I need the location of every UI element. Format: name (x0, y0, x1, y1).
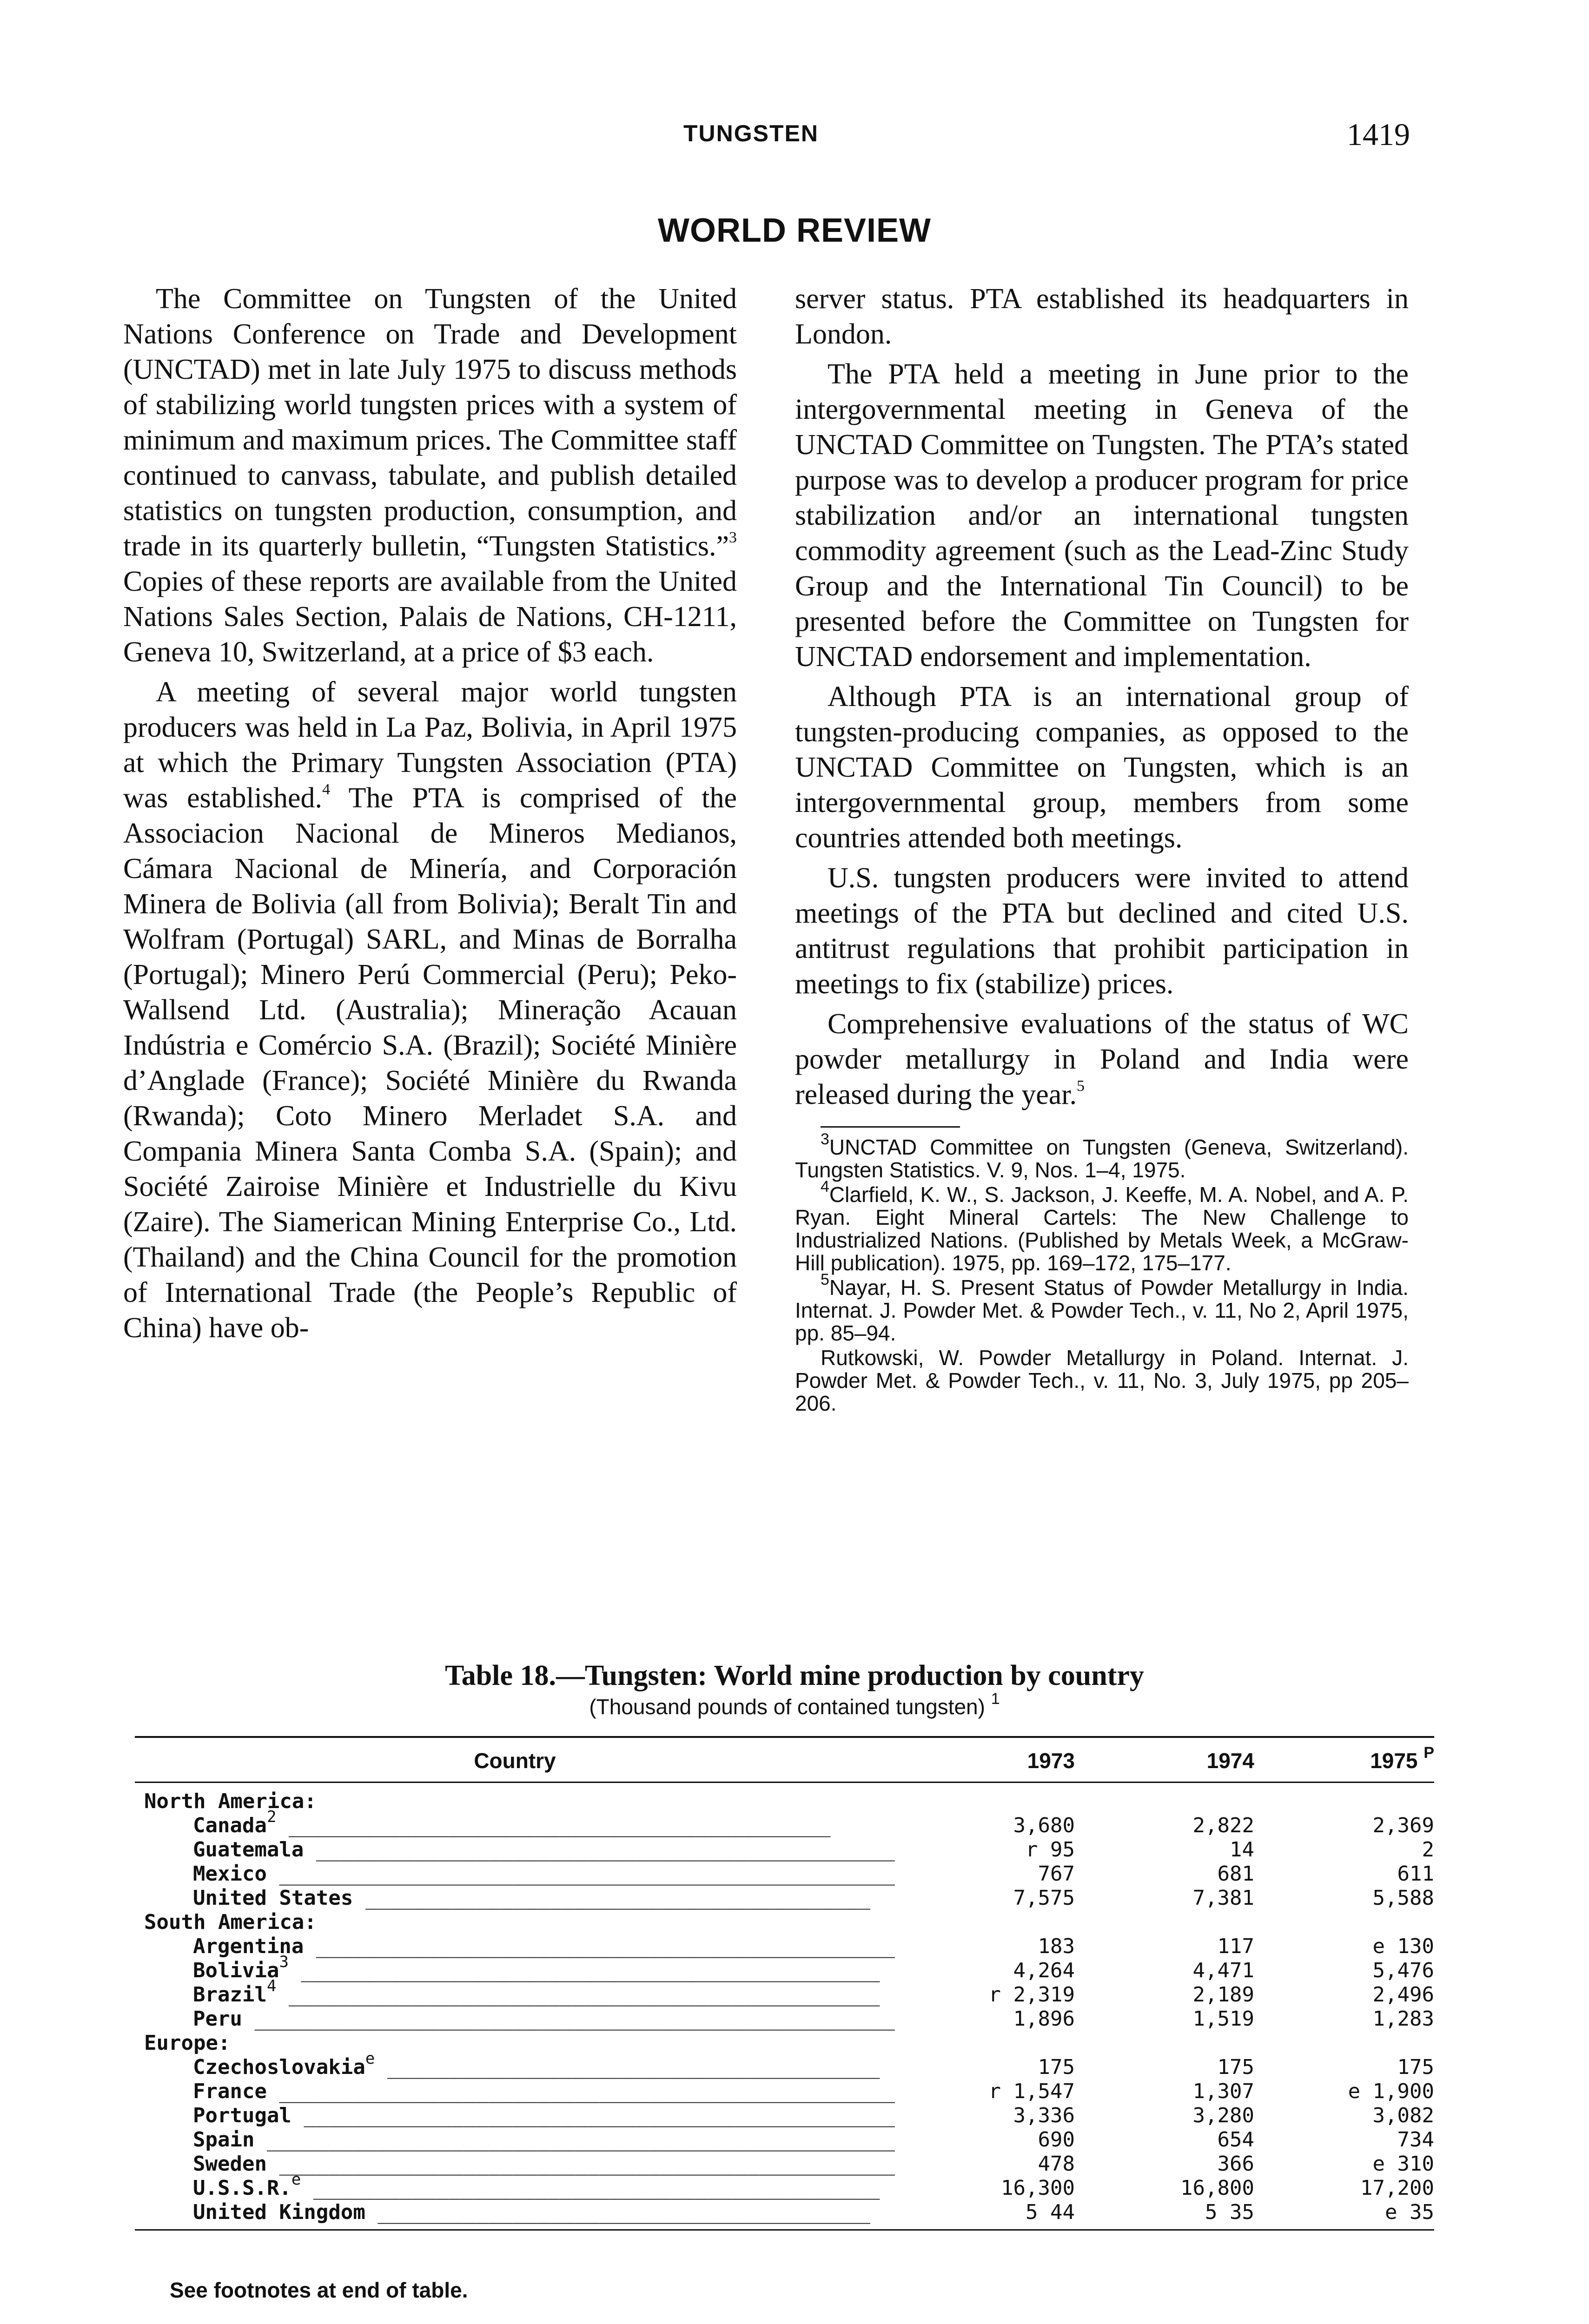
running-head: TUNGSTEN (683, 120, 819, 146)
table-title: Table 18.—Tungsten: World mine production by country (445, 1660, 1144, 1691)
table-row: United States _________________________________________ 7,575 7,381 5,588 (193, 1886, 1434, 1910)
footnotes (795, 1130, 1409, 1415)
table-header-row (135, 1737, 1434, 1783)
table-row: Sweden __________________________________________________ 478 366 e 310 (193, 2152, 1434, 2176)
footnote-ref[interactable]: 4 (322, 781, 331, 799)
right-column (795, 281, 1409, 1417)
table-group-row: South America: (144, 1910, 317, 1934)
footnote: $^3$UNCTAD Committee on Tungsten (Geneva, Switzerland). Tungsten Statistics. V. 9, Nos. 1–4, 1975. (795, 1130, 1409, 1182)
table-row: Canada$^2$ ____________________________________________ 3,680 2,822 2,369 (193, 1808, 1434, 1837)
footnote: Rutkowski, W. Powder Metallurgy in Poland. Internat. J. Powder Met. & Powder Tech., v. 11, No. 3, July 1975, pp 205–206. (795, 1346, 1409, 1415)
paragraph: server status. PTA established its headquarters in London. (795, 283, 1409, 350)
table-group-row: Europe: (144, 2031, 231, 2055)
page-number: 1419 (1347, 117, 1410, 152)
footnote: $^4$Clarfield, K. W., S. Jackson, J. Keeffe, M. A. Nobel, and A. P. Ryan. Eight Mineral Cartels: The New Challenge to Industrialized Nations. (Published by Metals Week, a McGraw-Hill publication). 1975, pp. 169–172, 175–177. (795, 1177, 1409, 1275)
footnote-ref[interactable]: 5 (1076, 1077, 1085, 1095)
paragraph: Comprehensive evaluations of the status of WC powder metallurgy in Poland and India were released during the year.$^5$ (795, 1008, 1409, 1110)
table-row: France __________________________________________________ r 1,547 1,307 e 1,900 (193, 2080, 1434, 2103)
section-title: WORLD REVIEW (658, 212, 931, 249)
table-row: Peru ____________________________________________________ 1,896 1,519 1,283 (193, 2007, 1434, 2031)
footnote: $^5$Nayar, H. S. Present Status of Powder Metallurgy in India. Internat. J. Powder Met. & Powder Tech., v. 11, No 2, April 1975, pp. 85–94. (795, 1270, 1409, 1345)
table-note: See footnotes at end of table. (170, 2278, 468, 2302)
column-header-country: Country (135, 1737, 895, 1783)
table-subtitle: (Thousand pounds of contained tungsten) $^1$ (589, 1690, 1000, 1719)
table-group-row: North America: (144, 1789, 317, 1813)
table-row: U.S.S.R.$^e$ ______________________________________________ 16,300 16,800 17,200 (193, 2170, 1434, 2200)
column-header-1975: 1975 $^P$ (1254, 1737, 1434, 1783)
paragraph: A meeting of several major world tungsten producers was held in La Paz, Bolivia, in April 1975 at which the Primary Tungsten Association (PTA) was established.$^4$ The PTA is comprised of the Associacion Nacional de Mineros Medianos, Cámara Nacional de Minería, and Corporación Minera de Bolivia (all from Bolivia); Beralt Tin and Wolfram (Portugal) SARL, and Minas de Borralha (Portugal); Minero Perú Commercial (Peru); Peko-Wallsend Ltd. (Australia); Mineração Acauan Indústria e Comércio S.A. (Brazil); Société Minière d’Anglade (France); Société Minière du Rwanda (Rwanda); Coto Minero Merladet S.A. and Compania Minera Santa Comba S.A. (Spain); and Société Zairoise Minière et Industrielle du Kivu (Zaire). The Siamerican Mining Enterprise Co., Ltd. (Thailand) and the China Council for the promotion of International Trade (the People’s Republic of China) have ob- (123, 676, 737, 1344)
footnote-ref[interactable]: 3 (729, 529, 737, 547)
table-row: Czechoslovakia$^e$ ________________________________________ 175 175 175 (193, 2049, 1434, 2079)
table-row: Spain ___________________________________________________ 690 654 734 (193, 2128, 1434, 2152)
column-header-1974: 1974 (1075, 1737, 1254, 1783)
table-row: Mexico __________________________________________________ 767 681 611 (193, 1862, 1434, 1886)
table-row: Argentina _______________________________________________ 183 117 e 130 (193, 1934, 1434, 1958)
table-row: Guatemala _______________________________________________ r 95 14 2 (193, 1838, 1434, 1862)
table-row: United Kingdom ________________________________________ 5 44 5 35 e 35 (135, 2200, 1434, 2230)
table-row: Portugal ________________________________________________ 3,336 3,280 3,082 (193, 2104, 1434, 2127)
paragraph: The PTA held a meeting in June prior to the intergovernmental meeting in Geneva of the UNCTAD Committee on Tungsten. The PTA’s stated purpose was to develop a producer program for price stabilization and/or an international tungsten commodity agreement (such as the Lead-Zinc Study Group and the International Tin Council) to be presented before the Committee on Tungsten for UNCTAD endorsement and implementation. (795, 358, 1409, 673)
paragraph: U.S. tungsten producers were invited to attend meetings of the PTA but declined and cited U.S. antitrust regulations that prohibit participation in meetings to fix (stabilize) prices. (795, 862, 1409, 1000)
paragraph: Although PTA is an international group of tungsten-producing companies, as opposed to the UNCTAD Committee on Tungsten, which is an intergovernmental group, members from some countries attended both meetings. (795, 681, 1409, 854)
table-row: Bolivia$^3$ _______________________________________________ 4,264 4,471 5,476 (193, 1953, 1434, 1982)
column-header-1973: 1973 (895, 1737, 1075, 1783)
left-column (123, 281, 737, 1350)
production-table (135, 1736, 1434, 2231)
paragraph: The Committee on Tungsten of the United Nations Conference on Trade and Development (UNCTAD) met in late July 1975 to discuss methods of stabilizing world tungsten prices with a system of minimum and maximum prices. The Committee staff continued to canvass, tabulate, and publish detailed statistics on tungsten production, consumption, and trade in its quarterly bulletin, “Tungsten Statistics.”$^3$ Copies of these reports are available from the United Nations Sales Section, Palais de Nations, CH-1211, Geneva 10, Switzerland, at a price of $3 each. (123, 283, 737, 668)
footnote-divider (821, 1126, 960, 1128)
table-row: Brazil$^4$ ________________________________________________ r 2,319 2,189 2,496 (193, 1977, 1434, 2007)
